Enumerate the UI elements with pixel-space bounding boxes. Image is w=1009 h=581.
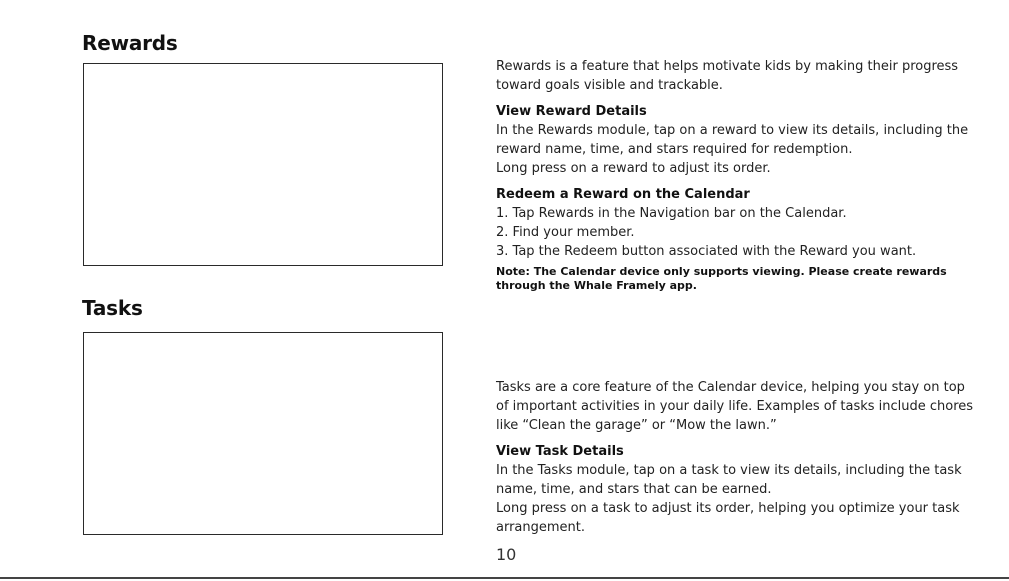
view-task-details-heading: View Task Details	[496, 444, 624, 459]
redeem-step: 3. Tap the Redeem button associated with the Reward you want.	[496, 244, 917, 259]
page-number: 10	[496, 545, 517, 564]
redeem-reward-heading: Redeem a Reward on the Calendar	[496, 187, 750, 202]
redeem-step: 1. Tap Rewards in the Navigation bar on the Calendar.	[496, 206, 847, 221]
rewards-intro: Rewards is a feature that helps motivate kids by making their progress toward goals visible and trackable.	[496, 59, 959, 93]
rewards-note: Note: The Calendar device only supports viewing. Please create rewards through the Whale Framely app.	[496, 265, 947, 292]
rewards-heading: Rewards	[82, 31, 178, 55]
tasks-text-column	[496, 378, 976, 537]
redeem-step: 2. Find your member.	[496, 225, 635, 240]
view-task-details-line: In the Tasks module, tap on a task to view its details, including the task name, time, and stars that can be earned.	[496, 463, 962, 497]
footer-divider	[0, 577, 1009, 579]
view-reward-details-heading: View Reward Details	[496, 104, 647, 119]
tasks-image-placeholder	[83, 332, 443, 535]
view-reward-details-line: In the Rewards module, tap on a reward to view its details, including the reward name, time, and stars required for redemption.	[496, 123, 969, 157]
rewards-image-placeholder	[83, 63, 443, 266]
view-task-details-line: Long press on a task to adjust its order, helping you optimize your task arrangement.	[496, 501, 960, 535]
view-reward-details-line: Long press on a reward to adjust its order.	[496, 161, 771, 176]
rewards-text-column	[496, 57, 976, 293]
tasks-heading: Tasks	[82, 296, 143, 320]
tasks-intro: Tasks are a core feature of the Calendar device, helping you stay on top of important activities in your daily life. Examples of tasks include chores like “Clean the garage” or “Mow the lawn.”	[496, 380, 974, 433]
